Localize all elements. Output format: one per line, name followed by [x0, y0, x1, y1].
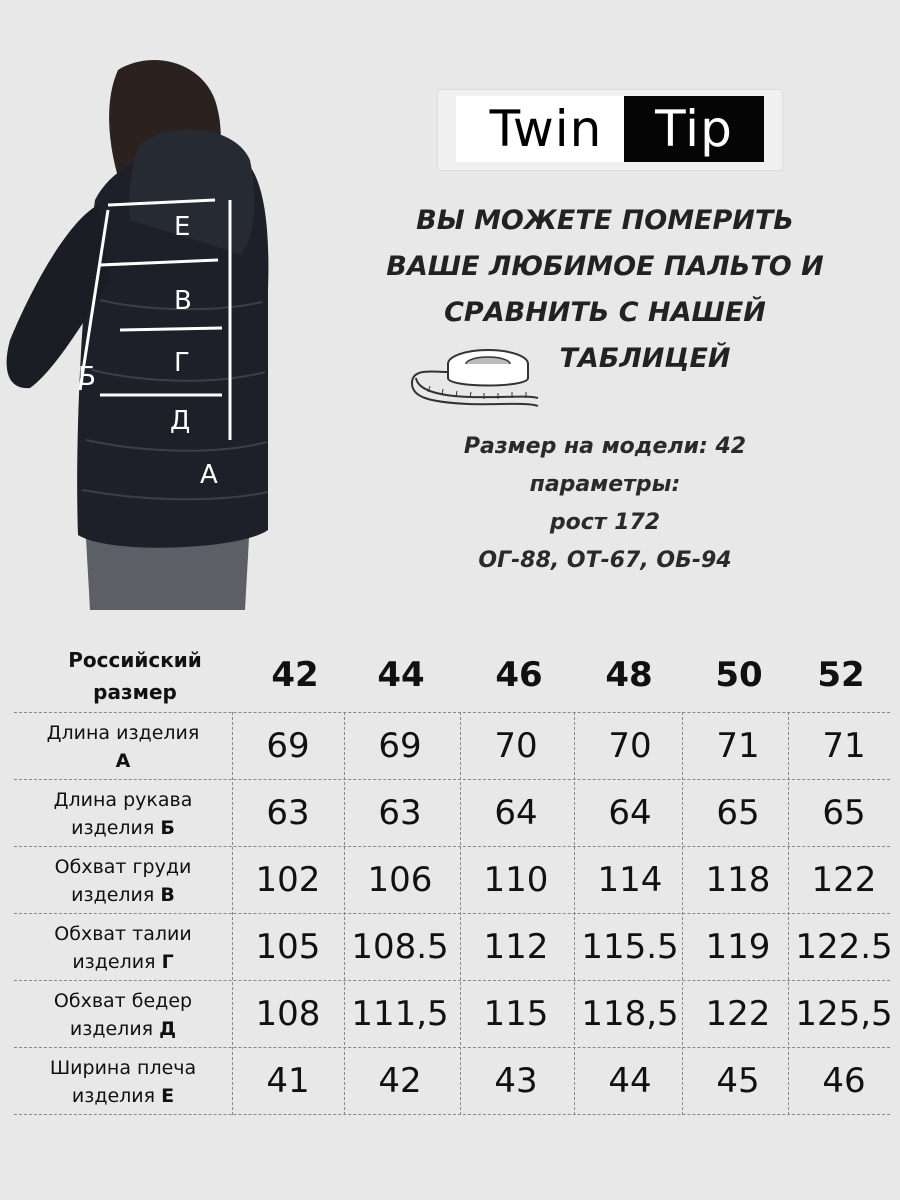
row-label-letter: В: [160, 884, 175, 906]
table-cell: 71: [716, 726, 760, 766]
table-cell: 118,5: [581, 994, 679, 1034]
label-b: Б: [78, 362, 96, 392]
table-cell: 119: [705, 927, 771, 967]
size-header: 44: [377, 655, 425, 695]
table-cell: 63: [266, 793, 310, 833]
size-header: 42: [271, 655, 319, 695]
table-cell: 70: [494, 726, 538, 766]
table-cell: 64: [608, 793, 652, 833]
model-info: [400, 428, 810, 580]
measuring-tape-icon: [408, 342, 543, 416]
table-row: [14, 980, 893, 1047]
row-label-line: Ширина плеча: [49, 1057, 197, 1079]
table-cell: 115: [483, 994, 549, 1034]
table-row: [14, 913, 893, 980]
table-cell: 63: [378, 793, 422, 833]
headline-line: ТАБЛИЦЕЙ: [559, 343, 731, 374]
table-body: [14, 712, 893, 1115]
size-header: 52: [817, 655, 865, 695]
size-header: 46: [495, 655, 543, 695]
table-cell: 125,5: [795, 994, 893, 1034]
logo-word-right: Tip: [624, 96, 764, 162]
row-label: [14, 786, 232, 842]
row-label-line: Обхват талии: [54, 923, 192, 945]
table-cell: 65: [822, 793, 866, 833]
headline-line: ВЫ МОЖЕТЕ ПОМЕРИТЬ: [416, 205, 794, 236]
row-label-line: [14, 747, 232, 775]
table-cell: 102: [255, 860, 321, 900]
row-label: [14, 853, 232, 909]
row-label-line: [14, 881, 232, 909]
header-label-line: Российский: [68, 648, 202, 672]
table-cell: 122.5: [795, 927, 893, 967]
table-cell: 64: [494, 793, 538, 833]
table-cell: 108: [255, 994, 321, 1034]
size-header: 48: [605, 655, 653, 695]
table-cell: 122: [705, 994, 771, 1034]
row-label-letter: Д: [159, 1018, 177, 1040]
table-cell: 69: [266, 726, 310, 766]
model-params-label: параметры:: [529, 472, 681, 497]
row-label-letter: Б: [160, 817, 175, 839]
column-divider: [344, 712, 345, 1115]
row-label-line: Обхват бедер: [53, 990, 193, 1012]
table-cell: 110: [483, 860, 549, 900]
table-cell: 105: [255, 927, 321, 967]
column-divider: [460, 712, 461, 1115]
column-divider: [788, 712, 789, 1115]
logo-word-left: Twin: [456, 96, 636, 162]
size-table: [14, 640, 893, 1115]
header-label-line: размер: [93, 680, 177, 704]
table-cell: 44: [608, 1061, 652, 1101]
label-g: Г: [174, 348, 190, 378]
model-height: рост 172: [549, 510, 661, 535]
column-divider: [574, 712, 575, 1115]
table-cell: 111,5: [351, 994, 449, 1034]
table-cell: 112: [483, 927, 549, 967]
label-e: Е: [174, 212, 191, 242]
model-measurements: ОГ-88, ОТ-67, ОБ-94: [478, 548, 732, 573]
brand-logo: [438, 90, 782, 170]
row-label-text: изделия: [71, 884, 161, 906]
table-cell: 46: [822, 1061, 866, 1101]
model-size: Размер на модели: 42: [463, 434, 747, 459]
row-label-text: изделия: [71, 817, 161, 839]
label-d: Д: [170, 406, 191, 436]
row-label-text: изделия: [71, 1085, 162, 1107]
row-label-line: [14, 1015, 232, 1043]
table-cell: 45: [716, 1061, 760, 1101]
table-cell: 42: [378, 1061, 422, 1101]
table-row: [14, 846, 890, 913]
table-cell: 43: [494, 1061, 538, 1101]
headline-line: ВАШЕ ЛЮБИМОЕ ПАЛЬТО И: [386, 251, 824, 282]
row-label-line: Обхват груди: [54, 856, 192, 878]
row-label-line: Длина изделия: [46, 722, 200, 744]
row-label-line: [14, 948, 232, 976]
table-cell: 41: [266, 1061, 310, 1101]
table-cell: 118: [705, 860, 771, 900]
model-photo: [0, 50, 300, 610]
table-cell: 65: [716, 793, 760, 833]
table-row: [14, 779, 890, 846]
row-label-line: Длина рукава: [53, 789, 193, 811]
row-label: [14, 987, 232, 1043]
row-label-letter: Е: [161, 1085, 175, 1107]
table-cell: 106: [367, 860, 433, 900]
table-row: [14, 1047, 890, 1115]
table-cell: 108.5: [351, 927, 449, 967]
column-divider: [682, 712, 683, 1115]
row-label: [14, 719, 232, 775]
size-header: 50: [715, 655, 763, 695]
row-label: [14, 920, 232, 976]
column-divider: [232, 712, 233, 1115]
table-cell: 70: [608, 726, 652, 766]
table-cell: 69: [378, 726, 422, 766]
header-label: [50, 644, 220, 708]
table-cell: 115.5: [581, 927, 679, 967]
row-label-line: [14, 1082, 232, 1110]
table-row: [14, 712, 890, 779]
label-v: В: [174, 286, 192, 316]
table-cell: 71: [822, 726, 866, 766]
row-label: [14, 1054, 232, 1110]
table-header-row: [14, 640, 890, 712]
table-cell: 114: [597, 860, 663, 900]
row-label-letter: А: [115, 750, 131, 772]
label-a: А: [200, 460, 218, 490]
headline-line: СРАВНИТЬ С НАШЕЙ: [444, 297, 766, 328]
table-cell: 122: [811, 860, 877, 900]
row-label-letter: Г: [161, 951, 174, 973]
row-label-line: [14, 814, 232, 842]
row-label-text: изделия: [72, 951, 162, 973]
row-label-text: изделия: [69, 1018, 160, 1040]
